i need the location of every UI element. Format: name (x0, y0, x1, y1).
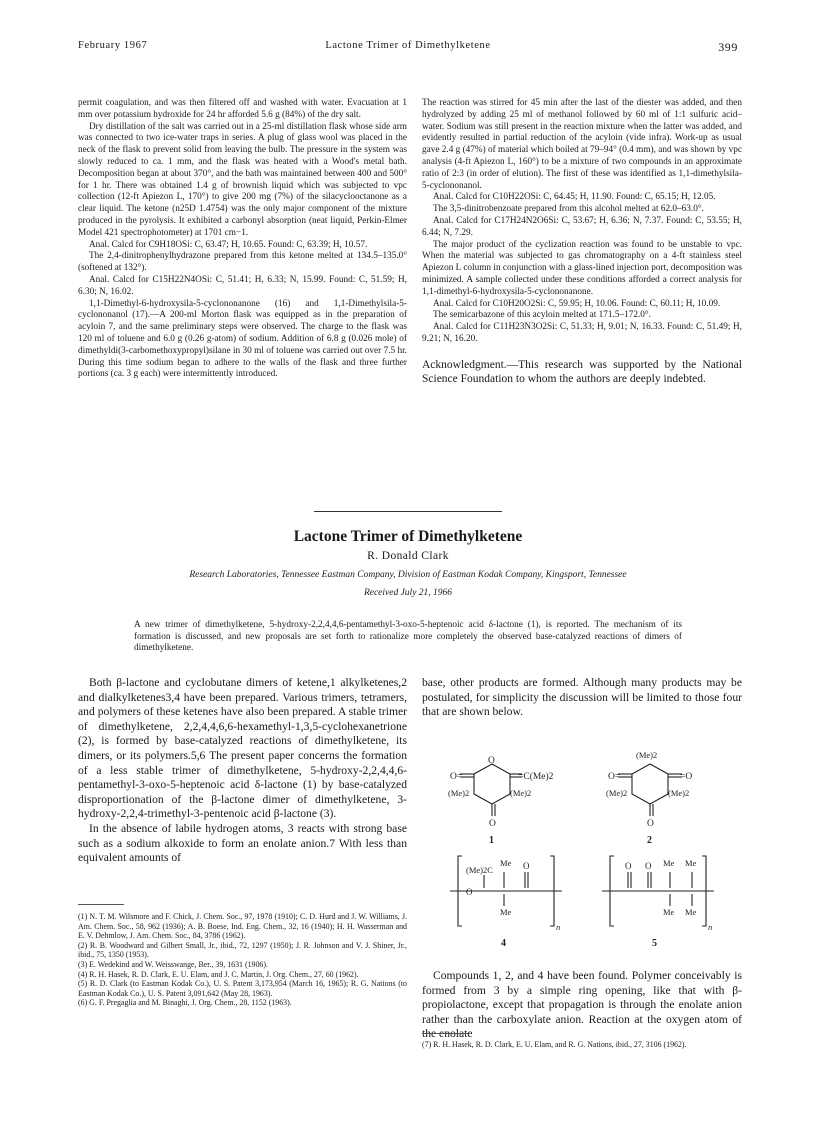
footnote-rule (422, 1033, 468, 1034)
body-column-right-bottom (422, 969, 742, 1042)
analysis-line: Anal. Calcd for C17H24N2O6Si: C, 53.67; H, 6.36; N, 7.37. Found: C, 53.55; H, 6.44; N, 7.29. (422, 215, 742, 238)
carbonyl-oxygen-left: O= (608, 772, 621, 782)
page-number: 399 (718, 40, 738, 54)
compound-label-1: 1 (489, 835, 494, 846)
carbonyl-oxygen: O (523, 861, 530, 871)
paragraph: The reaction was stirred for 45 min after the last of the diester was added, and then hydrolyzed by adding 25 ml of methanol followed by 60 ml of 1:1 sulfuric acid–water. Sodium was still present in the reaction mixture when the latter was added, and evidently resulted in partial reduction of the acyloin (vide infra). Work-up as usual gave 2.4 g (47%) of material which boiled at 79–94° (0.4 mm), and was shown by vpc analysis (4-ft Apiezon L, 160°) to be a mixture of two compounds in an approximate ratio of 2:3 (in order of elution). The first of these was identified as 1,1-dimethylsila-5-cyclononanol. (422, 98, 742, 191)
analysis-line: Anal. Calcd for C11H23N3O2Si: C, 51.33; H, 9.01; N, 16.33. Found: C, 51.49; H, 9.21; N, 16.20. (422, 322, 742, 344)
paragraph: Dry distillation of the salt was carried out in a 25-ml distillation flask whose side arm was connected to two ice-water traps in series. A plug of glass wool was placed in the neck of the flask to prevent solid from leaving the bulb. The pressure in the system was slowly reduced to ca. 1 mm, and the flask was heated with a Wood's metal bath. Decomposition began at about 370°, and the bath was maintained between 400 and 500° for 1 hr. There was obtained 1.4 g of brownish liquid which was subjected to vpc collection (12-ft Apiezon L, 170°) to give 200 mg (7%) of the silacyclooctanone as a clear liquid. The ketone (n25D 1.4754) was the only major component of the mixture produced in the pyrolysis. It exhibited a carbonyl absorption (neat liquid, Perkin-Elmer Model 421 spectrophotometer) at 1701 cm−1. (78, 121, 407, 238)
body-column-left (78, 676, 407, 866)
ring-oxygen: O (488, 756, 495, 766)
footnote: (1) N. T. M. Wilsmore and F. Chick, J. Chem. Soc., 97, 1978 (1910); C. D. Hurd and J. W. Williams, J. Am. Chem. Soc., 58, 962 (1936); A. B. Boese, Ind. Eng. Chem., 32, 16 (1940); H. H. Wasserman and E. V. Dehmlow, J. Am. Chem. Soc., 84, 3786 (1962). (78, 912, 407, 941)
ketone-oxygen: O (489, 819, 496, 829)
paragraph: base, other products are formed. Although many products may be postulated, for simplicity the discussion will be limited to those four that are shown below. (422, 676, 742, 719)
repeat-subscript: n (556, 922, 561, 932)
article-separator (314, 511, 502, 512)
experimental-column-right (422, 98, 742, 387)
gem-dimethyl-top: (Me)2 (636, 750, 658, 760)
author: R. Donald Clark (367, 550, 449, 562)
footnote-rule (78, 904, 124, 905)
analysis-line: Anal. Calcd for C9H18OSi: C, 63.47; H, 10.65. Found: C, 63.39; H, 10.57. (89, 239, 368, 250)
methyl-bottom: Me (500, 907, 512, 917)
paragraph: permit coagulation, and was then filtered off and washed with water. Evacuation at 1 mm over potassium hydroxide for 24 hr afforded 5.6 g (84%) of the dry salt. (78, 98, 407, 120)
footnote: (6) G. F. Pregaglia and M. Binaghi, J. Org. Chem., 28, 1152 (1963). (78, 998, 292, 1008)
footnote: (3) E. Wedekind and W. Weisswange, Ber., 39, 1631 (1906). (78, 959, 268, 969)
paragraph: The major product of the cyclization reaction was found to be unstable to vpc. When the material was subjected to gas chromatography on a 4-ft stainless steel Apiezon L column in conjunction with a glass-lined injection port, decomposition was minimized. A sample collected under these conditions afforded a correct analysis for 1,1-dimethyl-6-hydroxysila-5-cyclononanone. (422, 239, 742, 297)
methyl-1: Me (663, 858, 675, 868)
body-column-right-top (422, 676, 742, 720)
analysis-line: Anal. Calcd for C10H20O2Si: C, 59.95; H, 10.06. Found: C, 60.11; H, 10.09. (433, 298, 721, 309)
carbonyl-oxygen-2: O (645, 861, 652, 871)
footnotes (78, 912, 407, 1008)
paragraph: The semicarbazone of this acyloin melted at 171.5–172.0°. (433, 310, 651, 321)
acknowledgment: Acknowledgment.—This research was supported by the National Science Foundation to whom the authors are deeply indebted. (422, 358, 742, 386)
footnote: (2) R. B. Woodward and Gilbert Small, Jr., ibid., 72, 1297 (1950); J. R. Johnson and V. J. Shiner, Jr., ibid., 75, 1350 (1953). (78, 940, 407, 960)
paragraph: Compounds 1, 2, and 4 have been found. Polymer conceivably is formed from 3 by a simple ring opening, like that with β-propiolactone, except that propagation is through the enolate anion rather than the carboxylate anion. Reaction at the oxygen atom of the enolate (422, 969, 742, 1041)
carbonyl-oxygen-right: =O (680, 772, 693, 782)
isopropylidene: (Me)2C (466, 865, 493, 875)
footnote: (7) R. H. Hasek, R. D. Clark, E. U. Elam, and R. G. Nations, ibid., 27, 3106 (1962). (422, 1040, 687, 1049)
paragraph: Both β-lactone and cyclobutane dimers of ketene,1 alkylketenes,2 and dialkylketenes3,4 have been prepared. Various trimers, tetramers, and polymers of these ketenes have also been prepared. A stable trimer of dimethylketene, 2,2,4,4,6,6-hexamethyl-1,3,5-cyclohexanetrione (2), is formed by base-catalyzed reactions of dimethylketene, its dimers, or its polymers.5,6 The present paper concerns the formation of a less stable trimer of dimethylketene, 5-hydroxy-2,2,4,4,6-pentamethyl-3-oxo-5-heptenoic acid δ-lactone (1) by base-catalyzed disproportionation of the β-lactone dimer of dimethylketene, 3-hydroxy-2,2,4-trimethyl-3-pentenoic acid β-lactone (3). (78, 676, 407, 821)
paragraph: The 2,4-dinitrophenylhydrazone prepared from this ketone melted at 134.5–135.0° (softened at 132°). (78, 251, 407, 274)
compound-label-4: 4 (501, 938, 506, 948)
gem-dimethyl-left: (Me)2 (448, 788, 470, 798)
affiliation: Research Laboratories, Tennessee Eastman Company, Division of Eastman Kodak Company, Kingsport, Tennessee (189, 570, 627, 580)
article-title: Lactone Trimer of Dimethylketene (293, 528, 523, 545)
experimental-column-left (78, 98, 407, 381)
methyl-2: Me (685, 858, 697, 868)
chemical-structures (430, 748, 740, 948)
ketone-oxygen: O (647, 819, 654, 829)
running-head-date: February 1967 (78, 40, 148, 51)
chain-oxygen: O (466, 887, 473, 897)
footnote: (5) R. D. Clark (to Eastman Kodak Co.), U. S. Patent 3,173,954 (March 16, 1965); R. G. Nations (to Eastman Kodak Co.), U. S. Patent 3,091,642 (May 28, 1963). (78, 979, 407, 998)
paragraph: 1,1-Dimethyl-6-hydroxysila-5-cyclononanone (16) and 1,1-Dimethylsila-5-cyclononanol (17).—A 200-ml Morton flask was equipped as in the preparation of acyloin 7, and the same preliminary steps were observed. The charge to the flask was 120 ml of toluene and 6.0 g (0.26 g-atom) of sodium. Addition of 6.8 g (0.026 mole) of dimethyldi(3-carbomethoxypropyl)silane in 30 ml of toluene was carried out over 7.5 hr. During this time sodium began to adhere to the walls of the flask and three further portions (ca. 3 g each) were intermittently introduced. (78, 298, 407, 380)
methyl-3: Me (663, 907, 675, 917)
structure-5 (602, 856, 714, 926)
paragraph: In the absence of labile hydrogen atoms, 3 reacts with strong base such as a sodium alkoxide to form an enolate anion.7 With less than equivalent amounts of (78, 821, 407, 865)
gem-dimethyl-right: (Me)2 (668, 788, 690, 798)
carbonyl-oxygen-1: O (625, 861, 632, 871)
running-head-title: Lactone Trimer of Dimethylketene (325, 40, 491, 51)
gem-dimethyl-right: (Me)2 (510, 788, 532, 798)
footnote: (4) R. H. Hasek, R. D. Clark, E. U. Elam, and J. C. Martin, J. Org. Chem., 27, 60 (1962). (78, 969, 359, 979)
analysis-line: Anal. Calcd for C10H22OSi: C, 64.45; H, 11.90. Found: C, 65.15; H, 12.05. (433, 192, 716, 203)
methyl-4: Me (685, 907, 697, 917)
repeat-subscript: n (708, 922, 713, 932)
compound-label-2: 2 (647, 835, 652, 846)
gem-dimethyl-left: (Me)2 (606, 788, 628, 798)
received-date: Received July 21, 1966 (363, 588, 453, 598)
methyl-top: Me (500, 858, 512, 868)
abstract: A new trimer of dimethylketene, 5-hydroxy-2,2,4,4,6-pentamethyl-3-oxo-5-heptenoic acid δ-lactone (1), is reported. The mechanism of its formation is discussed, and new proposals are set forth to rationalize more completely the observed base-catalyzed reactions of dimers of dimethylketene. (134, 620, 682, 653)
compound-label-5: 5 (652, 938, 657, 948)
analysis-line: Anal. Calcd for C15H22N4OSi: C, 51.41; H, 6.33; N, 15.99. Found: C, 51.59; H, 6.30; N, 16.02. (78, 274, 407, 297)
carbonyl-oxygen: O= (450, 772, 463, 782)
paragraph: The 3,5-dinitrobenzoate prepared from this alcohol melted at 62.0–63.0°. (433, 204, 704, 215)
exo-isopropylidene: =C(Me)2 (518, 772, 554, 782)
